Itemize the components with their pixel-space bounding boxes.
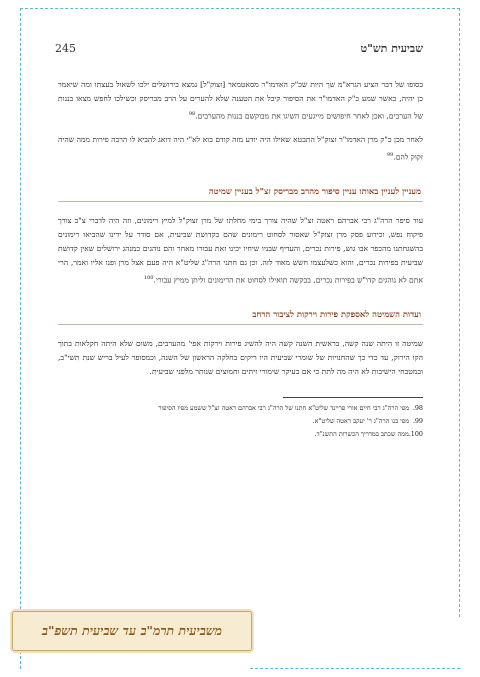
footnote-number: 100. (408, 430, 423, 439)
footnote-98 (58, 402, 423, 415)
frame-bottom-border (250, 668, 460, 669)
paragraph-3 (58, 214, 423, 288)
paragraph-3-text: עוד סיפר הרה"ג רבי אברהם ראטה זצ"ל שהיה צורך בימי מחלתו של מרן זצוק"ל למיץ רימונים, וזה היה לדברי צ"ב צורך פיקוח נפש, וכידוע פסק מרן זצוק"ל שאסור לסחוט רימונים שהם בקדושת שביעית, אם סודר על ידינו שהביאו רימונים בהשגחתנו מהכפר אבו גוש, פירות נכרים, והעדיף שבניו שיחיו יכינו זאת עבורו מאחר והם נוהגים כמנהג ירושלים שאין קדושת שביעית בפירות נכרים, והוא כשלעצמו חשש מאוד לזה. וכן גם חתני הרה"ג שליט"א היה פעם אצל מרן ופנו אליו ואמר, הרי אתם לא נוהגים קדו"ש בפירות נכרים, בבקשה תואילו לסחוט את הרימונים וליתן ממיץ עבורי. (58, 215, 423, 285)
footnote-divider (283, 397, 423, 398)
paragraph-1 (58, 78, 423, 123)
footnote-99 (58, 415, 423, 428)
section-heading-1: מעניין לעניין באותו עניין סיפור מהרב מבריסק זצ"ל בעניין שמיטה (58, 183, 423, 202)
paragraph-2-text: לאחר מכן כ"ק מרן האדמו"ר זצוק"ל התבטא שאילו היה יודע מזה קודם בוא לא"י היה דואג להביא לו הרבה פירות ממה שהיה זקוק להם. (58, 135, 423, 162)
footnote-number: 98. (412, 404, 423, 413)
book-title-banner (12, 611, 252, 651)
footnote-number: 99. (412, 417, 423, 426)
footnote-ref-100[interactable]: 100 (143, 274, 154, 281)
footnote-text: ממה שכתב במדריך הכשרות התשנ"ד. (314, 430, 409, 439)
footnote-text: מפי הרה"ג רבי חיים אורי פריינד שליט"א חתנו של הרה"ג רבי אברהם ראטה זצ"ל ששמע מפיו הסיפור (158, 404, 409, 413)
frame-left-border (20, 8, 21, 669)
page-content (58, 78, 423, 441)
running-header (55, 42, 423, 58)
footnote-ref-99[interactable]: 99 (386, 151, 394, 158)
footnotes (58, 402, 423, 441)
paragraph-4: שמיטה זו היתה שנה קשה, בראשית השנה קשה היה להשיג פירות וירקות אפי' מהערבים, משום שלא היתה חקלאות בתוך הקו הירוק, עד כדי כך שהחנויות של שומרי שביעית היו ריקים בחלקה הראשון של השנה, וכמסופר לעיל בריש שנת תשי"ב, ובמטבחי הישיבות לא היה מה לתת כי אם בעיקר שימורי זיתים וחמוצים שנותר מלפני שביעית. (58, 338, 423, 377)
footnote-ref-98[interactable]: 98 (188, 110, 196, 117)
paragraph-2 (58, 133, 423, 164)
running-title: שביעית תש"ט (360, 42, 423, 55)
section-heading-2: ועדות השמיטה לאספקת פירות וירקות לציבור הרחב (58, 306, 423, 325)
footnote-100 (58, 428, 423, 441)
paragraph-1-text: בסופו של דבר הציע הגרא"מ שך היות שכ"ק האדמו"ר מסאטמאר [זצוק"ל] נמצא בירושלים ילכו לשאול בעצתו ומה שיאמר כן יהיה, כאשר שמע כ"ק האדמו"ר את הסיפור קיבל את הטענה שלא להערים על הרב מבריסק וכשילכו לחפש מצאו בננות של הערבים, ואכן לאחר חיפושים מייגעים השיגו את מבוקשם בננות מהערבים. (58, 80, 423, 121)
page-number: 245 (55, 42, 76, 55)
frame-top-border (20, 8, 460, 9)
frame-right-border (459, 8, 460, 617)
footnote-text: מפי בנו הרה"ג ר' יעקב ראטה שליט"א. (312, 417, 409, 426)
book-title: משביעית תרמ"ב עד שביעית תשפ"ב (41, 623, 223, 638)
